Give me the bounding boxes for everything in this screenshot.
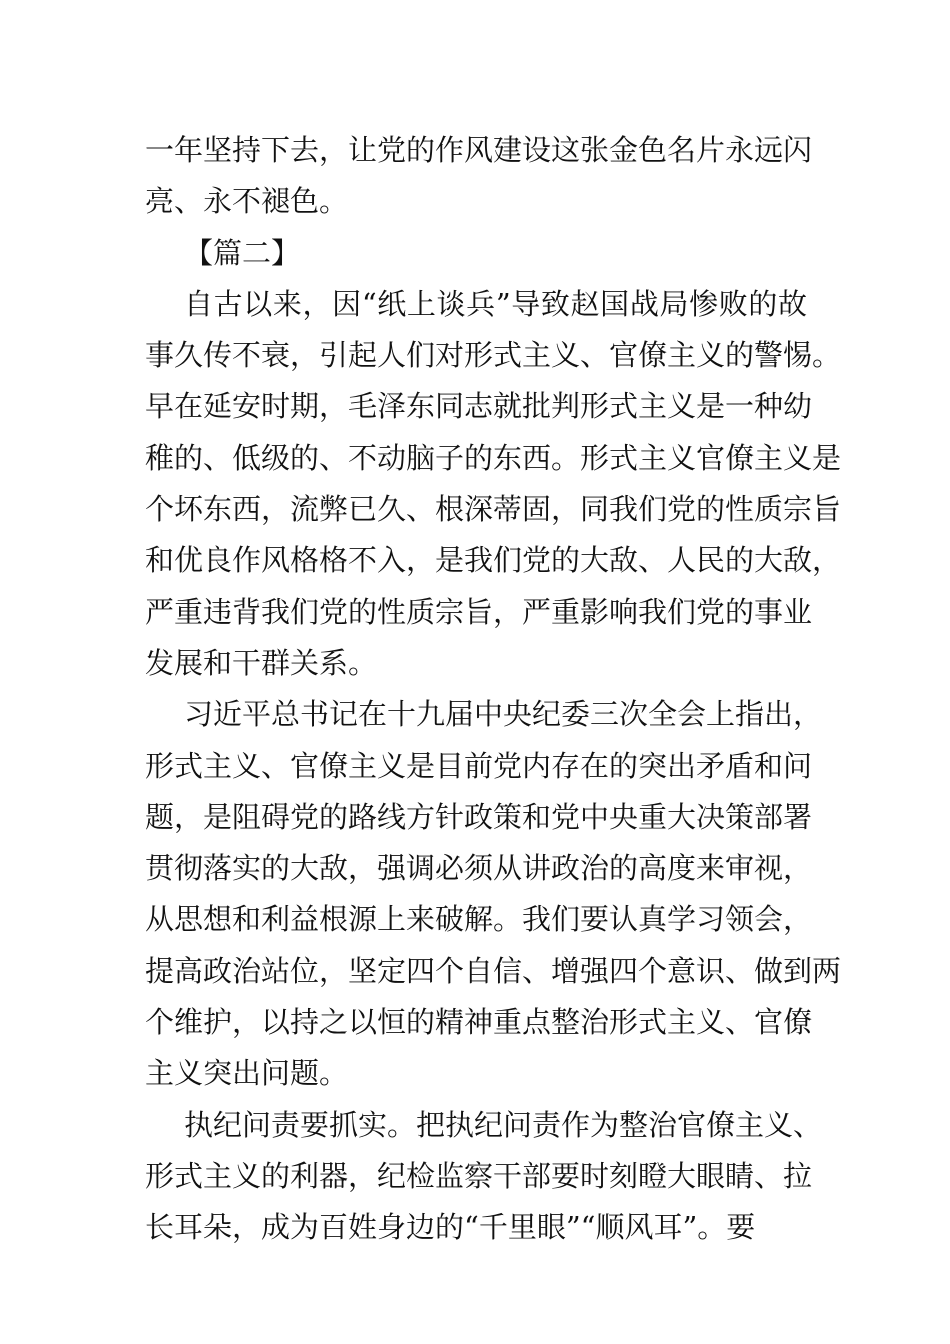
paragraph-line: 形式主义的利器，纪检监察干部要时刻瞪大眼睛、拉	[145, 1158, 813, 1193]
document-body	[145, 125, 842, 1254]
paragraph	[145, 1100, 823, 1254]
paragraph-line: 严重违背我们党的性质宗旨，严重影响我们党的事业	[145, 594, 813, 629]
paragraph-line: 形式主义、官僚主义是目前党内存在的突出矛盾和问	[145, 748, 813, 783]
paragraph-line: 一年坚持下去，让党的作风建设这张金色名片永远闪	[145, 133, 813, 167]
paragraph-line: 早在延安时期，毛泽东同志就批判形式主义是一种幼	[145, 389, 813, 424]
paragraph-line: 题，是阻碍党的路线方针政策和党中央重大决策部署	[145, 799, 813, 834]
paragraph-line: 稚的、低级的、不动脑子的东西。形式主义官僚主义是	[145, 440, 842, 475]
paragraph-line: 发展和干群关系。	[145, 645, 378, 680]
paragraph-line: 长耳朵，成为百姓身边的“千里眼”“顺风耳”。要	[145, 1210, 756, 1245]
paragraph-line: 个维护，以持之以恒的精神重点整治形式主义、官僚	[145, 1005, 813, 1040]
paragraph-line: 主义突出问题。	[145, 1056, 349, 1091]
paragraph-line: 和优良作风格格不入，是我们党的大敌、人民的大敌，	[145, 543, 842, 578]
paragraph	[145, 279, 842, 689]
paragraph	[145, 125, 813, 228]
section-heading	[145, 228, 807, 279]
paragraph-line: 提高政治站位，坚定四个自信、增强四个意识、做到两	[145, 953, 842, 988]
paragraph-line: 个坏东西，流弊已久、根深蒂固，同我们党的性质宗旨	[145, 492, 842, 527]
paragraph-line: 执纪问责要抓实。把执纪问责作为整治官僚主义、	[184, 1107, 823, 1142]
paragraph-line: 习近平总书记在十九届中央纪委三次全会上指出，	[184, 697, 823, 732]
paragraph-line: 亮、永不褪色。	[145, 184, 349, 219]
paragraph-line: 事久传不衰，引起人们对形式主义、官僚主义的警惕。	[145, 338, 842, 373]
paragraph-line: 自古以来，因“纸上谈兵”导致赵国战局惨败的故	[184, 286, 807, 321]
paragraph-line: 贯彻落实的大敌，强调必须从讲政治的高度来审视，	[145, 851, 813, 886]
heading-text: 【篇二】	[184, 235, 301, 270]
paragraph-line: 从思想和利益根源上来破解。我们要认真学习领会，	[145, 902, 813, 937]
paragraph	[145, 689, 842, 1099]
